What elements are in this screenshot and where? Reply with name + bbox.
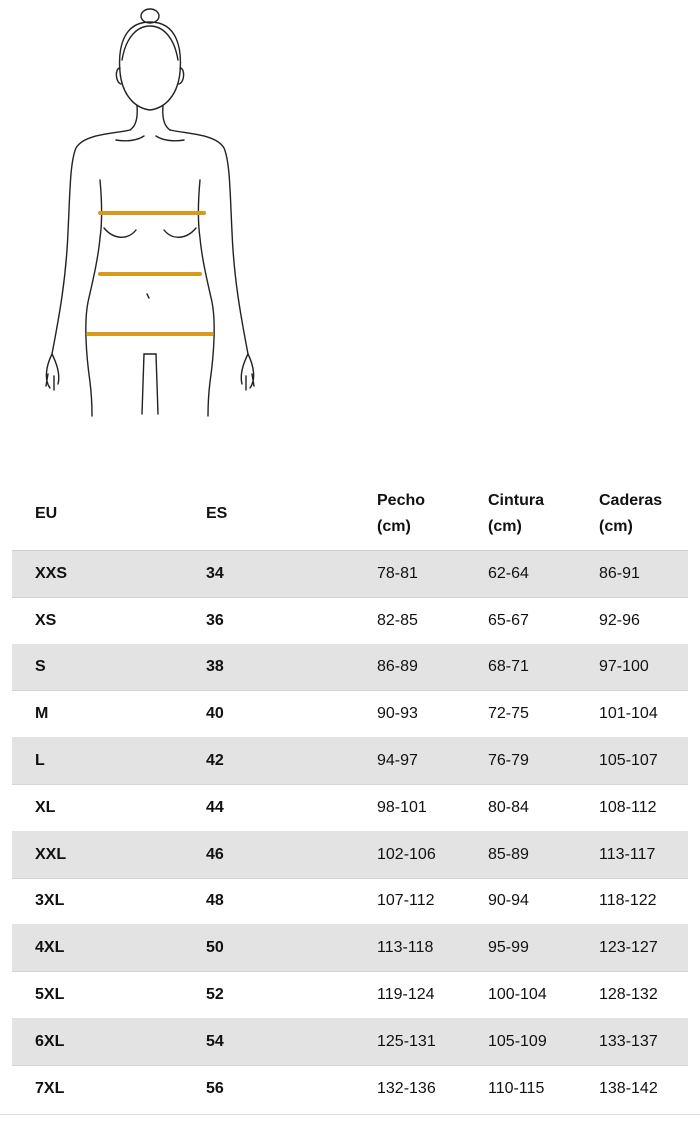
cell-hips: 105-107 [599, 752, 658, 770]
cell-waist: 105-109 [488, 1032, 547, 1050]
cell-es: 38 [206, 658, 224, 676]
cell-es: 48 [206, 892, 224, 910]
cell-eu: M [35, 705, 49, 723]
table-row [12, 972, 688, 1019]
table-row [12, 879, 688, 926]
cell-waist: 95-99 [488, 939, 529, 957]
cell-hips: 86-91 [599, 564, 640, 582]
cell-hips: 113-117 [599, 845, 656, 863]
cell-chest: 132-136 [377, 1079, 436, 1097]
cell-hips: 123-127 [599, 939, 658, 957]
table-row [12, 645, 688, 692]
cell-es: 36 [206, 611, 224, 629]
cell-chest: 86-89 [377, 658, 418, 676]
cell-hips: 101-104 [599, 705, 658, 723]
cell-chest: 125-131 [377, 1032, 436, 1050]
cell-eu: L [35, 752, 45, 770]
cell-chest: 113-118 [377, 939, 434, 957]
table-row [12, 785, 688, 832]
cell-waist: 65-67 [488, 611, 529, 629]
header-hips [576, 488, 688, 540]
cell-es: 46 [206, 845, 224, 863]
cell-chest: 82-85 [377, 611, 418, 629]
cell-chest: 107-112 [377, 892, 435, 910]
cell-waist: 72-75 [488, 705, 529, 723]
cell-hips: 92-96 [599, 611, 640, 629]
header-waist-label: Cintura [488, 492, 544, 509]
header-es: ES [206, 505, 228, 522]
table-row [12, 691, 688, 738]
cell-es: 52 [206, 986, 224, 1004]
cell-waist: 90-94 [488, 892, 529, 910]
cell-chest: 78-81 [377, 564, 418, 582]
cell-eu: 3XL [35, 892, 65, 910]
bottom-divider [0, 1114, 700, 1115]
cell-eu: XL [35, 798, 56, 816]
cell-waist: 110-115 [488, 1079, 545, 1097]
header-chest-unit: (cm) [377, 518, 411, 535]
cell-eu: 7XL [35, 1079, 65, 1097]
hair-bun [141, 9, 159, 23]
cell-hips: 133-137 [599, 1032, 658, 1050]
cell-chest: 102-106 [377, 845, 436, 863]
cell-waist: 85-89 [488, 845, 529, 863]
body-measurement-figure [22, 2, 282, 422]
head-outline [120, 22, 181, 110]
cell-es: 50 [206, 939, 224, 957]
cell-es: 42 [206, 752, 224, 770]
size-chart-table [12, 478, 688, 1112]
cell-chest: 98-101 [377, 798, 427, 816]
cell-hips: 97-100 [599, 658, 649, 676]
cell-es: 54 [206, 1032, 224, 1050]
table-row [12, 832, 688, 879]
cell-eu: 5XL [35, 986, 65, 1004]
header-waist [465, 488, 576, 540]
cell-chest: 119-124 [377, 986, 435, 1004]
header-chest [354, 488, 465, 540]
cell-chest: 94-97 [377, 752, 418, 770]
cell-es: 40 [206, 705, 224, 723]
cell-waist: 100-104 [488, 986, 547, 1004]
cell-eu: 4XL [35, 939, 65, 957]
table-header-row [12, 478, 688, 551]
table-row [12, 738, 688, 785]
cell-eu: 6XL [35, 1032, 65, 1050]
cell-waist: 80-84 [488, 798, 529, 816]
cell-eu: S [35, 658, 46, 676]
cell-es: 44 [206, 798, 224, 816]
table-row [12, 925, 688, 972]
cell-hips: 108-112 [599, 798, 657, 816]
cell-waist: 62-64 [488, 564, 529, 582]
header-chest-label: Pecho [377, 492, 426, 509]
cell-chest: 90-93 [377, 705, 418, 723]
header-hips-unit: (cm) [599, 518, 633, 535]
table-row [12, 598, 688, 645]
cell-es: 34 [206, 564, 224, 582]
cell-eu: XS [35, 611, 57, 629]
cell-es: 56 [206, 1079, 224, 1097]
cell-hips: 128-132 [599, 986, 658, 1004]
header-hips-label: Caderas [599, 492, 663, 509]
cell-hips: 138-142 [599, 1079, 658, 1097]
cell-hips: 118-122 [599, 892, 657, 910]
cell-eu: XXS [35, 564, 68, 582]
table-row [12, 1066, 688, 1112]
cell-eu: XXL [35, 845, 67, 863]
cell-waist: 76-79 [488, 752, 529, 770]
cell-waist: 68-71 [488, 658, 529, 676]
header-eu: EU [35, 505, 58, 522]
table-row [12, 551, 688, 598]
header-waist-unit: (cm) [488, 518, 522, 535]
table-row [12, 1019, 688, 1066]
